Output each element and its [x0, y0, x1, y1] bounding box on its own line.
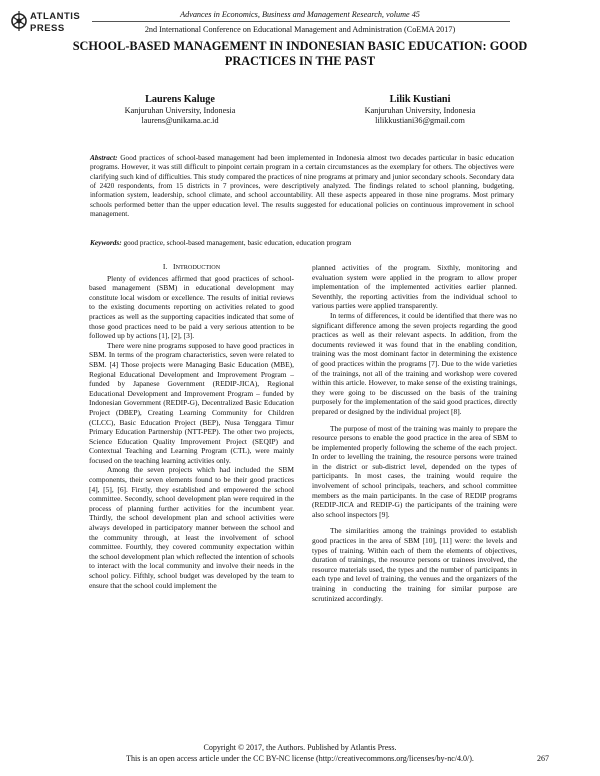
section-title-rest: NTRODUCTION: [175, 264, 221, 271]
keywords: [90, 238, 514, 247]
keywords-text: good practice, school-based management, basic education, education program: [123, 238, 352, 247]
author-email: lilikkustiani36@gmail.com: [375, 116, 465, 126]
author-affiliation: Kanjuruhan University, Indonesia: [364, 106, 476, 115]
paper-title: SCHOOL-BASED MANAGEMENT IN INDONESIAN BASIC EDUCATION: GOOD PRACTICES IN THE PAST: [72, 39, 528, 68]
conference-name: 2nd International Conference on Educational Management and Administration (CoEMA 2017): [144, 25, 456, 34]
paragraph: The similarities among the trainings provided to establish good practices in the area of SBM [10], [11] were: the levels and types of training. Within each of them the elements of objectives, duration of trainings, the resource persons or trainees involved, the resource materials used, the types and the number of participants in each type and level of training, the venues and the organizers of the training in conducting the training for similar purpose are scrutinized accordingly.: [312, 526, 517, 603]
body-column-right: [312, 263, 517, 603]
paragraph: In terms of differences, it could be identified that there was no significant difference among the seven projects regarding the good practices as well as their relevant aspects. In addition, from the documents reviewed it was found that in the enabling condition, training was the most dominant factor in determining the existence of good practices within the programs [7]. Due to the wide varieties of the trainings, not all of the training and workshop were covered within this article. However, to make sense of the existing trainings, they were going to be discussed on the basis of the training purposely for the implementation of the said good practices, directly prepared or designed by the individual project [8].: [312, 310, 517, 416]
paragraph: Among the seven projects which had included the SBM components, their seven elements found to be their good practices [4], [5], [6]. Firstly, they established and empowered the school committee. Secondly, school development plan were required in the process of planning further activities for the incumbent year. Thirdly, the school development plan and school activities were always developed in participatory manner between the school and the community through, at least the involvement of school committee. Fourthly, they covered community expectation within the school development plan which reflected the intention of schools to interact with the local community and involve their needs in the school policy. Fifthly, school budget was developed by the team to ensure that the school could implement the: [89, 465, 294, 590]
license-line: This is an open access article under the CC BY-NC license (http://creativecommons.org/licenses/by-nc/4.0/).: [126, 753, 474, 763]
section-heading: [89, 262, 294, 273]
paragraph: planned activities of the program. Sixthly, monitoring and evaluation system were applied in the program to allow proper implementation of the implemented activities earlier planned. Seventhly, the reporting activities from the individual school to various parties were applied transparently.: [312, 263, 517, 311]
section-title-initial: I: [172, 262, 176, 271]
author-block-1: [90, 93, 270, 127]
abstract: [90, 153, 514, 218]
running-header: Advances in Economics, Business and Management Research, volume 45: [180, 10, 420, 19]
author-name: Laurens Kaluge: [145, 94, 215, 105]
author-name: Lilik Kustiani: [389, 94, 451, 105]
abstract-label: Abstract:: [90, 153, 118, 162]
atlantis-logo-icon: [10, 8, 28, 34]
paragraph: There were nine programs supposed to have good practices in SBM. In terms of the program characteristics, seven were related to SBM. [4] Those projects were Managing Basic Education (MBE), Regional Educational Development and Improvement Program – funded by Japanese Government (REDIP-JICA), Regional Educational Development and Improvement Program – funded by Indonesian Government (REDIP-G), Decentralized Basic Education Project (DBEP), Creating Learning Community for Children (CLCC), Basic Education Project (BEP), Nusa Tenggara Timur Primary Education Partnership (NTT-PEP). The other two projects, Science Education Quality Improvement Project (SEQIP) and Contextual Teaching and Learning Program (CTL), were mainly focused on the teaching learning activities only.: [89, 340, 294, 465]
section-number: I.: [162, 262, 168, 271]
publisher-name-line1: ATLANTIS: [30, 11, 81, 22]
body-column-left: [89, 262, 294, 590]
paragraph: Plenty of evidences affirmed that good practices of school-based management (SBM) in educational development may constitute local wisdom or excellence. The results of initial reviews to the existing documents reporting on activities related to good practices as well as the supporting capacities indicated that some of those good practices need to be paid a very serious attention to be followed up by actions [1], [2], [3].: [89, 273, 294, 341]
author-block-2: [330, 93, 510, 127]
publisher-name-line2: PRESS: [30, 23, 65, 34]
abstract-text: Good practices of school-based management had been implemented in Indonesia almost two decades particular in basic education programs. However, it was still difficult to pinpoint certain program in a certain circumstances as the exemplary for others. The objectives were clarifying such kind of difficulties. This study compared the practices of nine programs at primary and junior secondary schools. Secondary data of 2420 respondents, from 15 districts in 7 provinces, were descriptively analyzed. The findings related to school planning, budgeting, information system, leadership, school climate, and school accountability. All these aspects appeared in those nine programs. Most primary schools performed better than the upper education level. The results suggested for educational policies on continuous improvement in school management.: [90, 153, 514, 219]
page-footer: [40, 743, 560, 764]
author-email: laurens@unikama.ac.id: [141, 116, 219, 126]
keywords-label: Keywords:: [90, 238, 122, 247]
header-rule: [92, 21, 510, 22]
author-affiliation: Kanjuruhan University, Indonesia: [124, 106, 236, 115]
copyright-line: Copyright © 2017, the Authors. Published by Atlantis Press.: [203, 743, 397, 752]
page-number: 267: [537, 754, 549, 763]
paragraph: The purpose of most of the training was mainly to prepare the resource persons to enable the good practice in the area of SBM to be implemented properly following the scheme of the each project. In order to levelling the training, the resource persons were trained in the district or sub-district level, depended on the types of participants. In most cases, the training would require the involvement of school principals, teachers, and school committee members as the main participants. In the case of REDIP programs (REDIP-JICA and REDIP-G) the participants of the training were also school inspectors [9].: [312, 423, 517, 519]
